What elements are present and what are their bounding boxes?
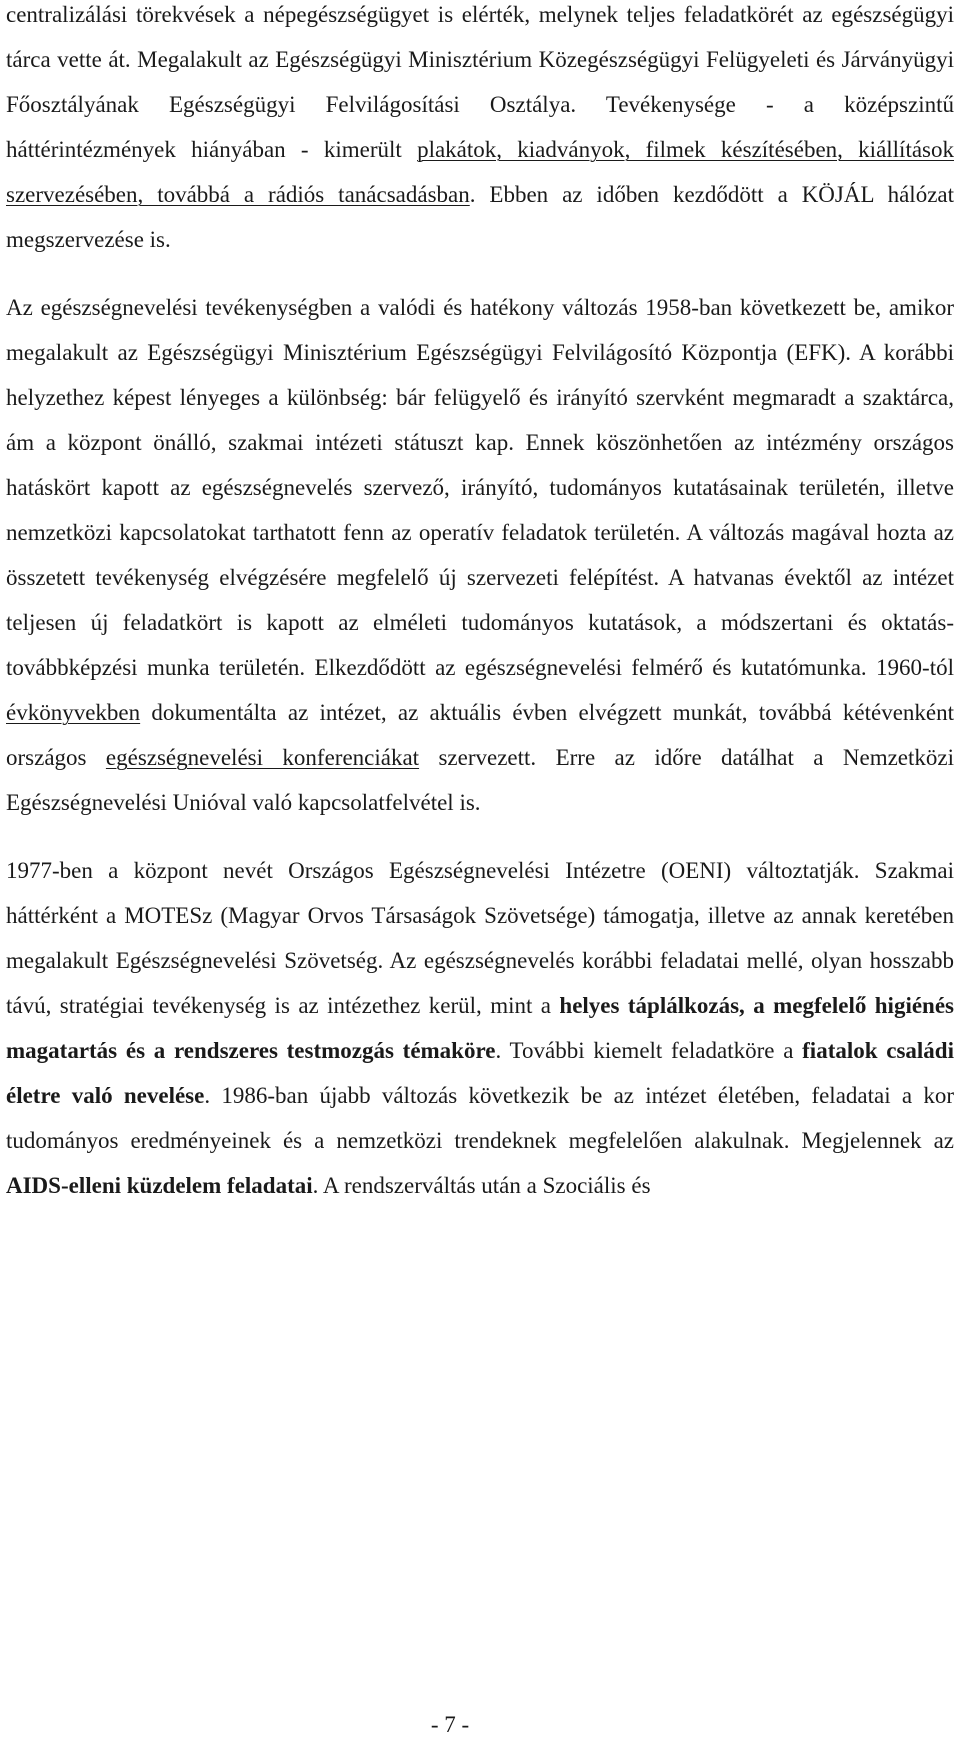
text-run: szervezett. Erre az időre datálhat a Nemzetközi Egészségnevelési Unióval való kapcsolatfelvétel is. [6, 745, 955, 815]
bold-text: helyes táplálkozás, a megfelelő higiénés magatartás és a rendszeres testmozgás témaköre [6, 993, 954, 1063]
paragraph [6, 848, 954, 1208]
text-run: dokumentálta az intézet, az aktuális évben elvégzett munkát, továbbá kétévenként országos [6, 700, 954, 770]
bold-text: AIDS-elleni küzdelem feladatai [6, 1173, 313, 1198]
underlined-text: évkönyvekben [6, 700, 141, 725]
text-run: Az egészségnevelési tevékenységben a valódi és hatékony változás 1958-ban következett be, amikor megalakult az Egészségügyi Minisztérium Egészségügyi Felvilágosító Központja (EFK). A korábbi helyzethez képest lényeges a különbség: bár felügyelő és irányító szervként megmaradt a szaktárca, ám a központ önálló, szakmai intézeti státuszt kap. Ennek köszönhetően az intézmény országos hatáskört kapott az egészségnevelés szervező, irányító, tudományos kutatásainak területén, illetve nemzetközi kapcsolatokat tarthatott fenn az operatív feladatok területén. A változás magával hozta az összetett tevékenység elvégzésére megfelelő új szervezeti felépítést. A hatvanas évektől az intézet teljesen új feladatkört is kapott az elméleti tudományos kutatások, a módszertani és oktatás-továbbképzési munka területén. Elkezdődött az egészségnevelési felmérő és kutatómunka. 1960-tól [6, 295, 954, 680]
text-run: centralizálási törekvések a népegészségügyet is elérték, melynek teljes feladatkörét az egészségügyi tárca vette át. Megalakult az Egészségügyi Minisztérium Közegészségügyi Felügyeleti és Járványügyi Főosztályának Egészségügyi Felvilágosítási Osztálya. Tevékenysége - a középszintű háttérintézmények hiányában - kimerült [6, 2, 954, 162]
text-run: . A rendszerváltás után a Szociális és [312, 1173, 651, 1198]
page-number: - 7 - [430, 1712, 470, 1737]
underlined-text: plakátok, kiadványok, filmek készítésében, kiállítások szervezésében, továbbá a rádiós tanácsadásban [6, 137, 954, 207]
bold-text: fiatalok családi életre való nevelése [6, 1038, 954, 1108]
paragraph [6, 285, 954, 825]
text-run: . 1986-ban újabb változás következik be az intézet életében, feladatai a kor tudományos eredményeinek és a nemzetközi trendeknek megfelelően alakulnak. Megjelennek az [6, 1083, 954, 1153]
text-run: 1977-ben a központ nevét Országos Egészségnevelési Intézetre (OENI) változtatják. Szakmai háttérként a MOTESz (Magyar Orvos Társaságok Szövetsége) támogatja, illetve az annak keretében megalakult Egészségnevelési Szövetség. Az egészségnevelés korábbi feladatai mellé, olyan hosszabb távú, stratégiai tevékenység is az intézethez kerül, mint a [6, 858, 954, 1018]
document-body [6, 0, 954, 1208]
underlined-text: egészségnevelési konferenciákat [105, 745, 420, 770]
text-run: . További kiemelt feladatköre a [495, 1038, 803, 1063]
paragraph [6, 0, 954, 262]
text-run: . Ebben az időben kezdődött a KÖJÁL hálózat megszervezése is. [6, 182, 954, 252]
